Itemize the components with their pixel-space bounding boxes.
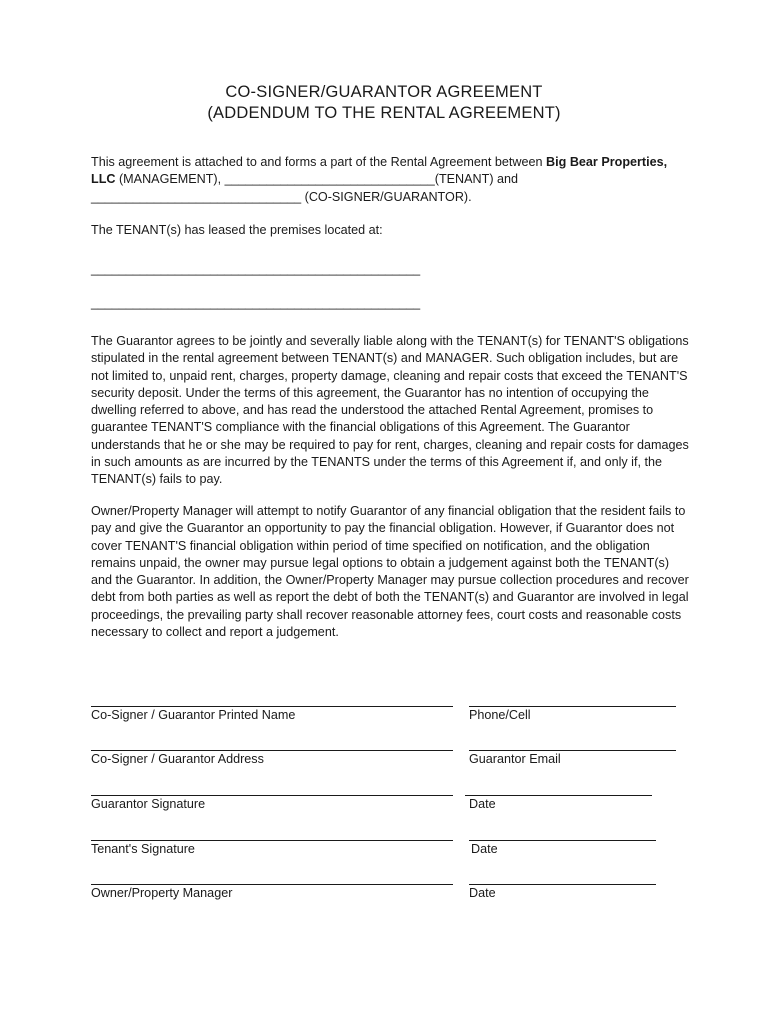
- notification-paragraph: Owner/Property Manager will attempt to notify Guarantor of any financial obligation that the resident fails to pay and give the Guarantor an opportunity to pay the financial obligation. However, if Guarantor does not cover TENANT'S financial obligation within period of time specified on notification, and the obligation remains unpaid, the owner may pursue legal options to obtain a judgement against both the TENANT(s) and the Guarantor. In addition, the Owner/Property Manager may pursue collection procedures and recover debt from both parties as well as report the debt of both the TENANT(s) and Guarantor are involved in legal proceedings, the prevailing party shall recover reasonable attorney fees, court costs and reasonable costs necessary to collect and report a judgement.: [91, 504, 689, 640]
- intro-text-start: This agreement is attached to and forms a part of the Rental Agreement between: [91, 155, 547, 169]
- guarantor-date-line[interactable]: [465, 795, 652, 796]
- intro-text-end: (MANAGEMENT), ______________________________(TENANT) and ______________________________ (CO-SIGNER/GUARANTOR).: [91, 172, 519, 204]
- email-line[interactable]: [469, 750, 676, 751]
- phone-label: Phone/Cell: [469, 708, 531, 722]
- document-subtitle: (ADDENDUM TO THE RENTAL AGREEMENT): [207, 104, 561, 122]
- tenant-signature-line[interactable]: [91, 840, 453, 841]
- guarantor-signature-label: Guarantor Signature: [91, 797, 206, 811]
- email-label: Guarantor Email: [469, 752, 561, 766]
- address-label: Co-Signer / Guarantor Address: [91, 752, 264, 766]
- intro-paragraph: [91, 154, 691, 206]
- phone-line[interactable]: [469, 706, 676, 707]
- printed-name-label: Co-Signer / Guarantor Printed Name: [91, 708, 296, 722]
- premises-address-line[interactable]: _______________________________________________: [91, 262, 421, 276]
- guarantor-date-label: Date: [469, 797, 496, 811]
- owner-signature-label: Owner/Property Manager: [91, 886, 233, 900]
- guarantor-liability-paragraph: The Guarantor agrees to be jointly and severally liable along with the TENANT(s) for TENANT'S obligations stipulated in the rental agreement between TENANT(s) and MANAGER. Such obligation includes, but are not limited to, unpaid rent, charges, property damage, cleaning and repair costs that exceed the TENANT'S security deposit. Under the terms of this agreement, the Guarantor has no intention of occupying the dwelling referred to above, and has read the understood the attached Rental Agreement, promises to guarantee TENANT'S compliance with the financial obligations of this Agreement. The Guarantor understands that he or she may be required to pay for rent, charges, cleaning and repair costs for damages in such amounts as are incurred by the TENANTS under the terms of this Agreement if, and only if, the TENANT(s) fails to pay.: [91, 334, 689, 487]
- guarantor-signature-line[interactable]: [91, 795, 453, 796]
- tenant-signature-label: Tenant's Signature: [91, 842, 195, 856]
- company-name: Big Bear Properties, LLC: [91, 155, 668, 187]
- owner-signature-line[interactable]: [91, 884, 453, 885]
- tenant-date-line[interactable]: [469, 840, 656, 841]
- premises-statement: The TENANT(s) has leased the premises located at:: [91, 223, 383, 237]
- tenant-date-label: Date: [471, 842, 498, 856]
- premises-address-line[interactable]: _______________________________________________: [91, 296, 421, 310]
- document-title: CO-SIGNER/GUARANTOR AGREEMENT: [225, 83, 543, 101]
- printed-name-line[interactable]: [91, 706, 453, 707]
- owner-date-label: Date: [469, 886, 496, 900]
- owner-date-line[interactable]: [469, 884, 656, 885]
- address-line[interactable]: [91, 750, 453, 751]
